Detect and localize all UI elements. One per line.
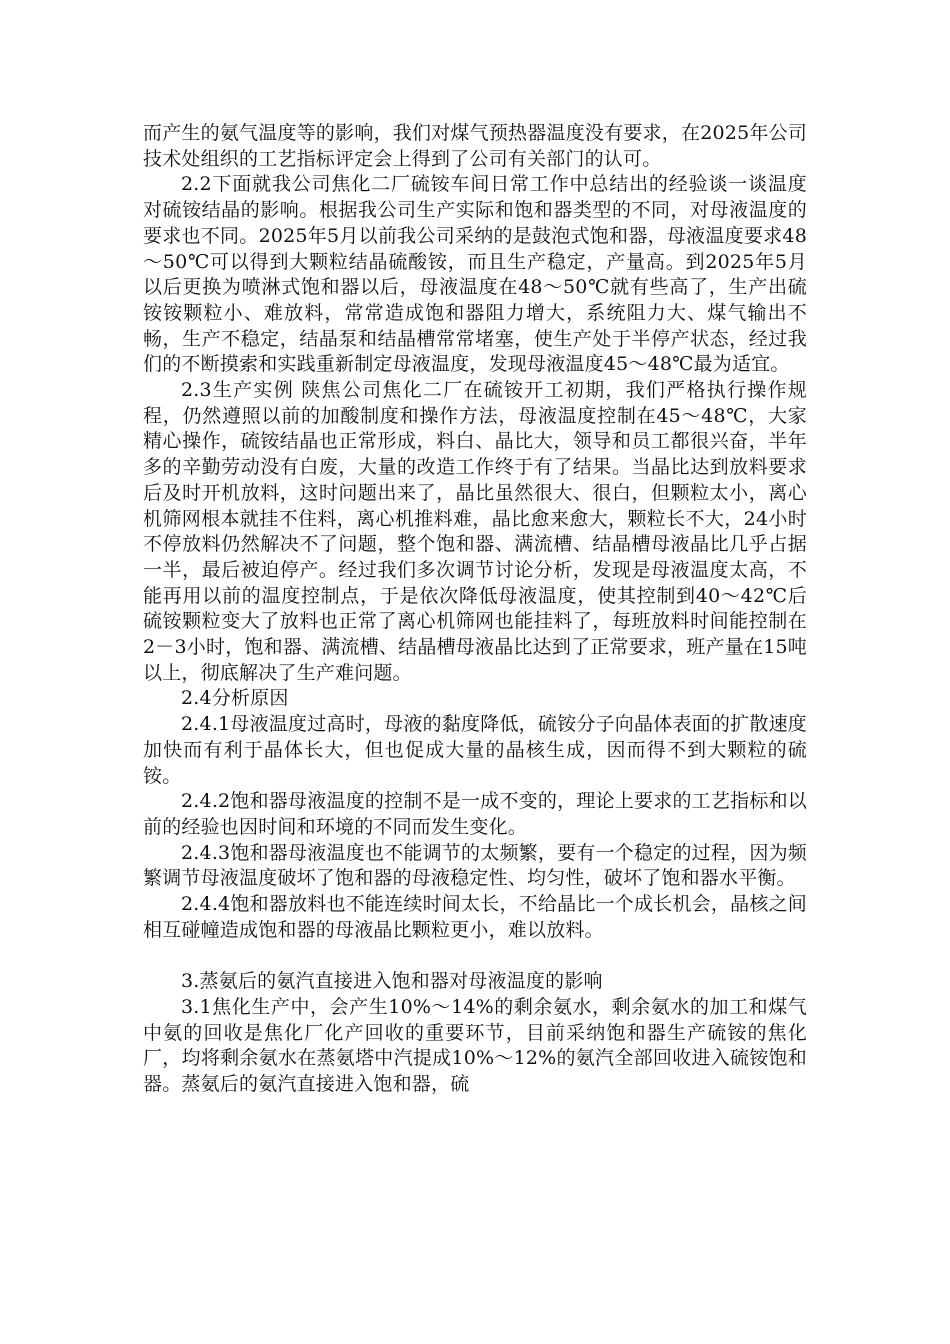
heading-3: 3.蒸氨后的氨汽直接进入饱和器对母液温度的影响 bbox=[181, 970, 603, 993]
paragraph-2-4-3: 2.4.3饱和器母液温度也不能调节的太频繁，要有一个稳定的过程，因为频繁调节母液温度破坏了饱和器的母液稳定性、均匀性，破坏了饱和器水平衡。 bbox=[143, 841, 807, 890]
paragraph-2-4-1: 2.4.1母液温度过高时，母液的黏度降低，硫铵分子向晶体表面的扩散速度加快而有利于晶体长大，但也促成大量的晶核生成，因而得不到大颗粒的硫铵。 bbox=[143, 713, 807, 787]
blank-line bbox=[143, 944, 807, 970]
paragraph-2-4-4: 2.4.4饱和器放料也不能连续时间太长，不给晶比一个成长机会，晶核之间相互碰幢造成饱和器的母液晶比颗粒更小，难以放料。 bbox=[143, 893, 807, 941]
paragraph-2-4-2: 2.4.2饱和器母液温度的控制不是一成不变的，理论上要求的工艺指标和以前的经验也因时间和环境的不同而发生变化。 bbox=[143, 790, 807, 838]
paragraph-2-3: 2.3生产实例 陕焦公司焦化二厂在硫铵开工初期，我们严格执行操作规程，仍然遵照以前的加酸制度和操作方法，母液温度控制在45～48℃，大家精心操作，硫铵结晶也正常形成，料白、晶比大，领导和员工都很兴奋，半年多的辛勤劳动没有白废，大量的改造工作终于有了结果。当晶比达到放料要求后及时开机放料，这时问题出来了，晶比虽然很大、很白，但颗粒太小，离心机筛网根本就挂不住料，离心机推料难，晶比愈来愈大，颗粒长不大，24小时不停放料仍然解决不了问题，整个饱和器、满流槽、结晶槽母液晶比几乎占据一半，最后被迫停产。经过我们多次调节讨论分析，发现是母液温度太高，不能再用以前的温度控制点，于是依次降低母液温度，使其控制到40～42℃后硫铵颗粒变大了放料也正常了离心机筛网也能挂料了，每班放料时间能控制在2－3小时，饱和器、满流槽、结晶槽母液晶比达到了正常要求，班产量在15吨以上，彻底解决了生产难问题。 bbox=[143, 379, 807, 684]
paragraph-2-2: 2.2下面就我公司焦化二厂硫铵车间日常工作中总结出的经验谈一谈温度对硫铵结晶的影响。根据我公司生产实际和饱和器类型的不同，对母液温度的要求也不同。2025年5月以前我公司采纳的是鼓泡式饱和器，母液温度要求48～50℃可以得到大颗粒结晶硫酸铵，而且生产稳定，产量高。到2025年5月以后更换为喷淋式饱和器以后，母液温度在48～50℃就有些高了，生产出硫铵铵颗粒小、难放料，常常造成饱和器阻力增大，系统阻力大、煤气输出不畅，生产不稳定，结晶泵和结晶槽常常堵塞，使生产处于半停产状态，经过我们的不断摸索和实践重新制定母液温度，发现母液温度45～48℃最为适宜。 bbox=[143, 173, 807, 376]
paragraph-3-1: 3.1焦化生产中，会产生10%～14%的剩余氨水，剩余氨水的加工和煤气中氨的回收是焦化厂化产回收的重要环节，目前采纳饱和器生产硫铵的焦化厂，均将剩余氨水在蒸氨塔中汽提成10%～12%的氨汽全部回收进入硫铵饱和器。蒸氨后的氨汽直接进入饱和器，硫 bbox=[143, 995, 807, 1095]
document-body bbox=[143, 121, 807, 1098]
heading-2-4: 2.4分析原因 bbox=[181, 687, 289, 710]
paragraph-continuation: 而产生的氨气温度等的影响，我们对煤气预热器温度没有要求，在2025年公司技术处组织的工艺指标评定会上得到了公司有关部门的认可。 bbox=[143, 122, 807, 170]
